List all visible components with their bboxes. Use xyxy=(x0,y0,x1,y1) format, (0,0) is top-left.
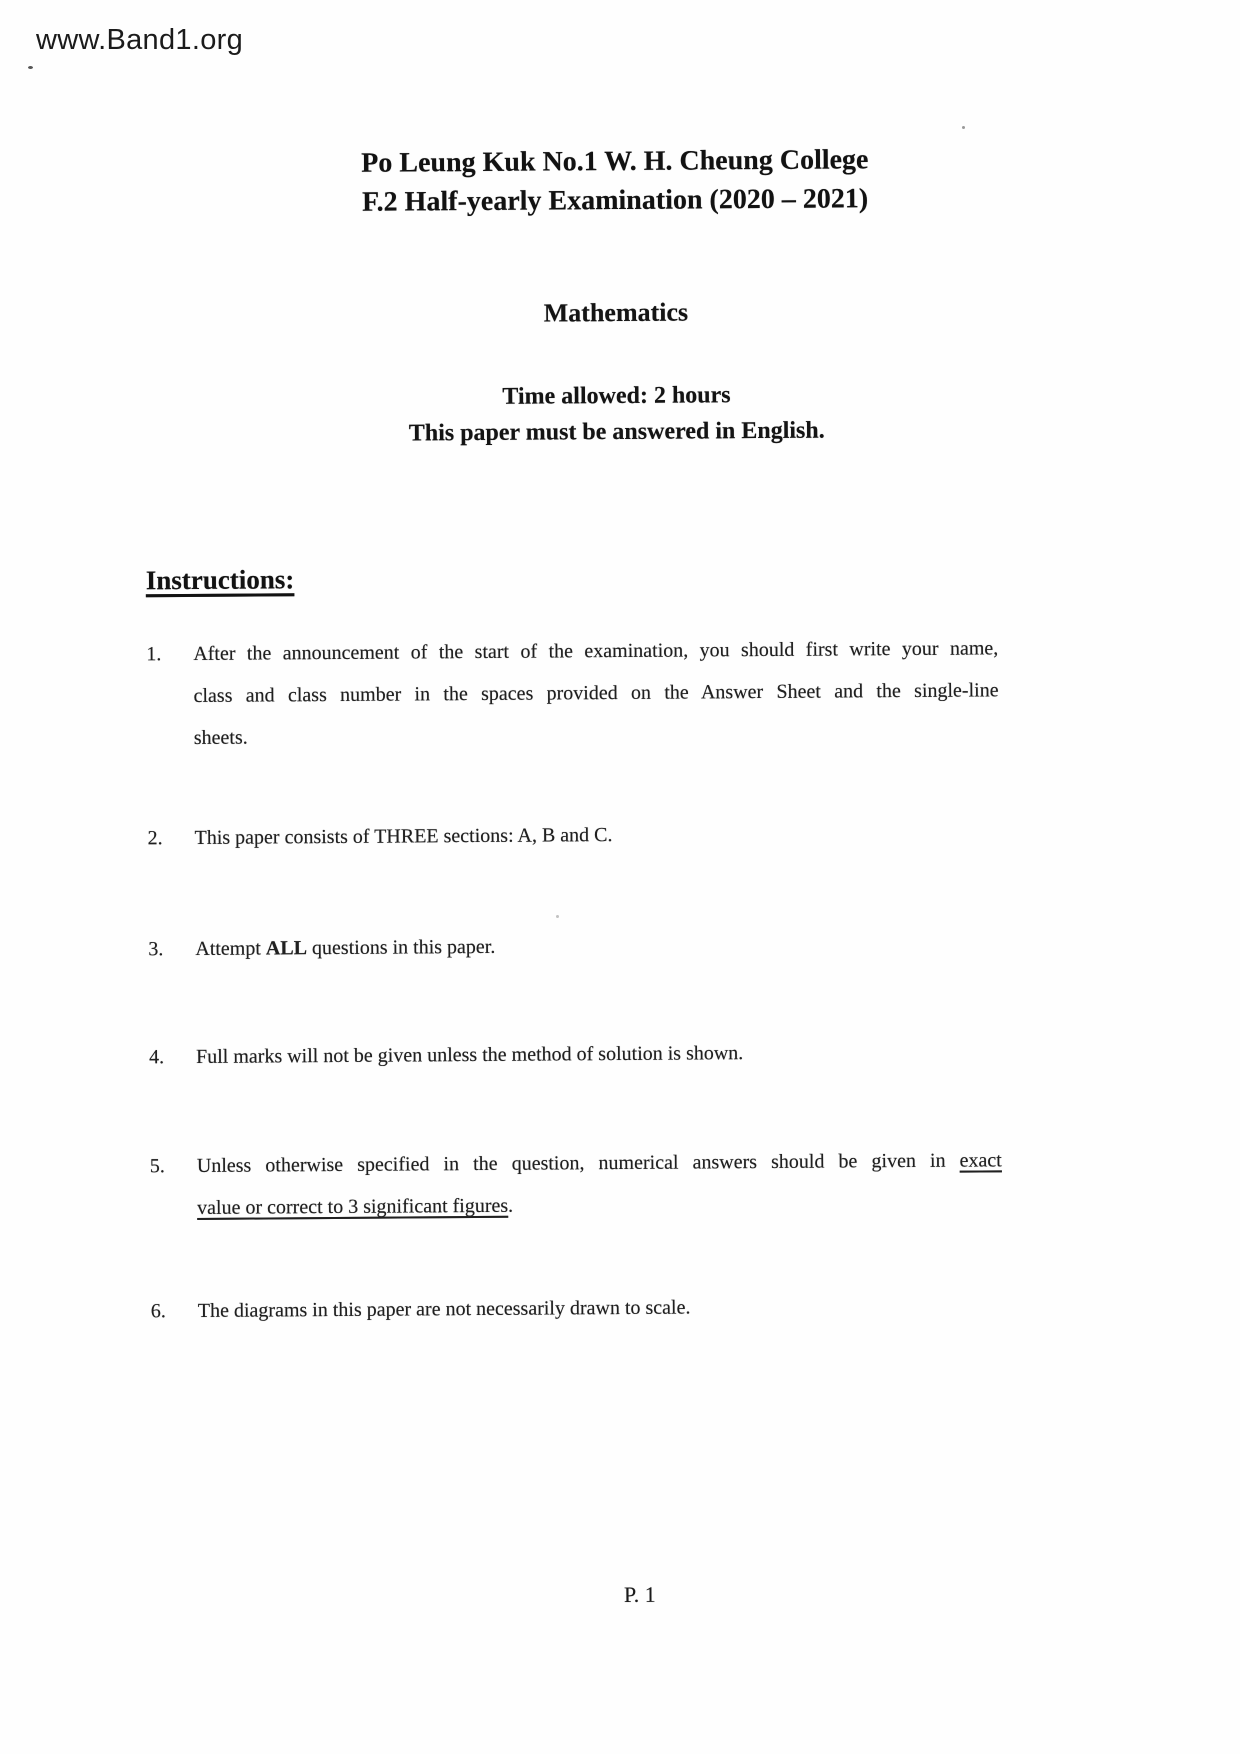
instruction-text xyxy=(195,922,1000,970)
instruction-line: class and class number in the spaces provided on the Answer Sheet and the single-line xyxy=(193,679,999,707)
instruction-line xyxy=(197,1181,1002,1229)
instruction-number: 4. xyxy=(149,1046,165,1069)
instruction-number: 5. xyxy=(149,1155,165,1178)
instruction-number: 3. xyxy=(148,938,164,961)
instruction-segment: Unless otherwise specified in the question, numerical answers should be given in xyxy=(196,1149,960,1177)
instruction-segment: questions in this paper. xyxy=(306,935,496,960)
instruction-underlined-segment: exact xyxy=(959,1149,1002,1172)
exam-conditions-block xyxy=(0,374,1237,455)
instruction-line: sheets. xyxy=(193,726,248,749)
instruction-item-4 xyxy=(149,1030,1001,1078)
language-note: This paper must be answered in English. xyxy=(408,417,825,447)
instructions-heading: Instructions: xyxy=(145,564,295,596)
page-number: P. 1 xyxy=(623,1581,656,1607)
instruction-underlined-segment: value or correct to 3 significant figures xyxy=(197,1194,509,1219)
exam-title-block xyxy=(0,138,1235,225)
instruction-number: 6. xyxy=(150,1300,166,1323)
exam-title: F.2 Half-yearly Examination (2020 – 2021) xyxy=(361,183,869,218)
instruction-segment: . xyxy=(508,1194,514,1217)
instruction-text xyxy=(197,1139,1003,1229)
instruction-line: After the announcement of the start of the examination, you should first write your name, xyxy=(193,637,999,665)
instruction-text xyxy=(193,627,999,759)
instruction-item-1 xyxy=(146,627,999,759)
instruction-item-6 xyxy=(151,1284,1003,1332)
instruction-item-5 xyxy=(150,1139,1003,1229)
site-watermark: www.Band1.org xyxy=(36,24,244,56)
instruction-text: The diagrams in this paper are not necessarily drawn to scale. xyxy=(197,1296,691,1322)
instruction-number: 2. xyxy=(147,827,163,850)
instruction-item-2 xyxy=(147,811,999,859)
instruction-line xyxy=(197,1139,1002,1187)
subject-title: Mathematics xyxy=(543,297,689,328)
instruction-item-3 xyxy=(148,922,1000,970)
instruction-text: This paper consists of THREE sections: A, B and C. xyxy=(194,824,613,849)
instruction-segment: Attempt xyxy=(195,937,266,960)
time-allowed: Time allowed: 2 hours xyxy=(502,382,731,410)
instruction-number: 1. xyxy=(146,643,162,666)
instruction-bold-segment: ALL xyxy=(265,937,308,960)
instruction-text: Full marks will not be given unless the method of solution is shown. xyxy=(196,1042,744,1068)
school-name: Po Leung Kuk No.1 W. H. Cheung College xyxy=(361,144,869,179)
